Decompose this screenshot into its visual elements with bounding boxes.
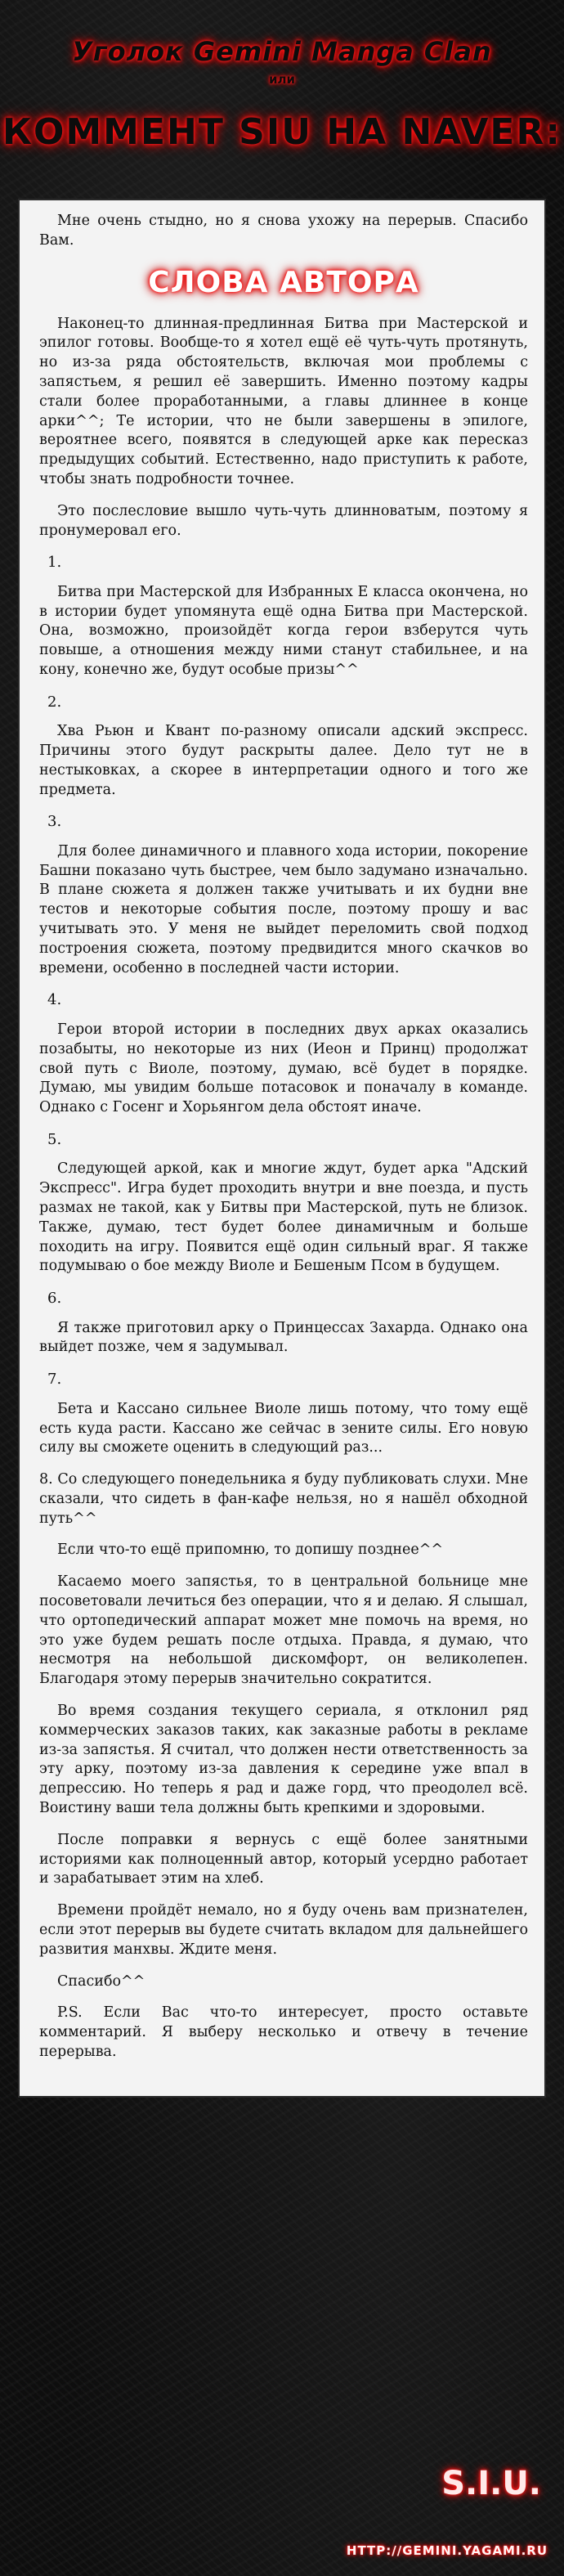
- paragraph-4: Касаемо моего запястья, то в центральной больнице мне посоветовали лечиться без операции, что я и делаю. Я слышал, что ортопедический аппарат может мне помочь на время, но это уже будем решать после отдыха. Правда, я думаю, что несмотря на небольшой дискомфорт, он великолепен. Благодаря этому перерыв значительно сократится.: [39, 1573, 528, 1688]
- item-text-1: Битва при Мастерской для Избранных Е класса окончена, но в истории будет упомянута ещё одна Битва при Мастерской. Она, возможно, произойдёт когда герои взберутся чуть повыше, а отношения между ними станут стабильнее, и на кону, конечно же, будут особые призы^^: [39, 583, 528, 678]
- item-number-4: 4.: [47, 991, 62, 1009]
- paragraph-7: Времени пройдёт немало, но я буду очень вам признателен, если этот перерыв вы будете считать вкладом для дальнейшего развития манхвы. Ждите меня.: [39, 1902, 528, 1958]
- header: [0, 0, 564, 153]
- siu-signature: S.I.U.: [441, 2465, 541, 2502]
- item-text-3: Для более динамичного и плавного хода истории, покорение Башни показано чуть быстрее, чем было задумано изначально. В плане сюжета я должен также учитывать и их будни вне тестов и некоторые события после, поэтому прошу и вас учитывать это. У меня не выйдет переломить свой подход построения сюжета, поэтому предвидится много скачков во времени, особенно в последней части истории.: [39, 842, 528, 976]
- intro-paragraph: Мне очень стыдно, но я снова ухожу на перерыв. Спасибо Вам.: [39, 213, 528, 249]
- paragraph-1: Наконец-то длинная-предлинная Битва при Мастерской и эпилог готовы. Вообще-то я хотел ещё её чуть-чуть протянуть, но из-за ряда обстоятельств, включая мои проблемы с запястьем, я решил её завершить. Именно поэтому кадры стали более проработанными, а главы длиннее в конце арки^^; Те истории, что не были завершены в эпилоге, вероятнее всего, появятся в следующей арке как пересказ предыдущих событий. Естественно, надо приступить к работе, чтобы знать подробности точнее.: [39, 315, 528, 487]
- author-words-heading: СЛОВА АВТОРА: [148, 265, 419, 299]
- paragraph-3: Если что-то ещё припомню, то допишу позднее^^: [57, 1542, 444, 1559]
- paragraph-6: После поправки я вернусь с ещё более занятными историями как полноценный автор, который усердно работает и зарабатывает этим на хлеб.: [39, 1831, 528, 1887]
- thanks-line: Спасибо^^: [57, 1972, 145, 1990]
- or-label: или: [268, 72, 295, 87]
- item-text-8: 8. Со следующего понедельника я буду публиковать слухи. Мне сказали, что сидеть в фан-кафе нельзя, но я нашёл обходной путь^^: [39, 1471, 528, 1527]
- item-number-5: 5.: [47, 1130, 62, 1148]
- item-number-3: 3.: [47, 813, 62, 831]
- item-number-7: 7.: [47, 1371, 62, 1389]
- team-title: Уголок Gemini Manga Clan: [72, 36, 492, 67]
- item-number-6: 6.: [47, 1290, 62, 1308]
- site-url: HTTP://GEMINI.YAGAMI.RU: [346, 2543, 548, 2558]
- paragraph-5: Во время создания текущего сериала, я отклонил ряд коммерческих заказов таких, как заказные работы в рекламе из-за запястья. Я считал, что должен нести ответственность за эту арку, поэтому из-за давления к середине уже впал в депрессию. Но теперь я рад и даже горд, что преодолел всё. Воистину ваши тела должны быть крепкими и здоровыми.: [39, 1703, 528, 1817]
- item-number-2: 2.: [47, 693, 62, 711]
- item-text-6: Я также приготовил арку о Принцессах Захарда. Однако она выйдет позже, чем я задумывал.: [39, 1319, 528, 1356]
- item-text-7: Бета и Кассано сильнее Виоле лишь потому, что тому ещё есть куда расти. Кассано же сейчас в зените силы. Его новую силу вы сможете оценить в следующий раз...: [39, 1400, 528, 1456]
- text-panel: [18, 199, 546, 2098]
- item-text-2: Хва Рьюн и Квант по-разному описали адский экспресс. Причины этого будут раскрыты далее. Дело тут не в нестыковках, а скорее в интерпретации одного и того же предмета.: [39, 723, 528, 798]
- paragraph-2: Это послесловие вышло чуть-чуть длинноватым, поэтому я пронумеровал его.: [39, 502, 528, 539]
- postscript: P.S. Если Вас что-то интересует, просто оставьте комментарий. Я выберу несколько и отвечу в течение перерыва.: [39, 2004, 528, 2061]
- item-text-4: Герои второй истории в последних двух арках оказались позабыты, но некоторые из них (Иеон и Принц) продолжат свой путь с Виоле, поэтому, думаю, всё будет в порядке. Думаю, мы увидим больше потасовок и поначалу в команде. Однако с Госенг и Хорьянгом дела обстоят иначе.: [39, 1021, 528, 1116]
- comment-title: КОММЕНТ SIU НА NAVER:: [2, 111, 562, 153]
- item-text-5: Следующей аркой, как и многие ждут, будет арка "Адский Экспресс". Игра будет проходить внутри и вне поезда, и пусть размах не такой, как у Битвы при Мастерской, путь не близок. Также, думаю, тест будет более динамичным и больше походить на игру. Появится ещё один сильный враг. Я также подумываю о бое между Виоле и Бешеным Псом в будущем.: [39, 1160, 528, 1275]
- item-number-1: 1.: [47, 554, 62, 572]
